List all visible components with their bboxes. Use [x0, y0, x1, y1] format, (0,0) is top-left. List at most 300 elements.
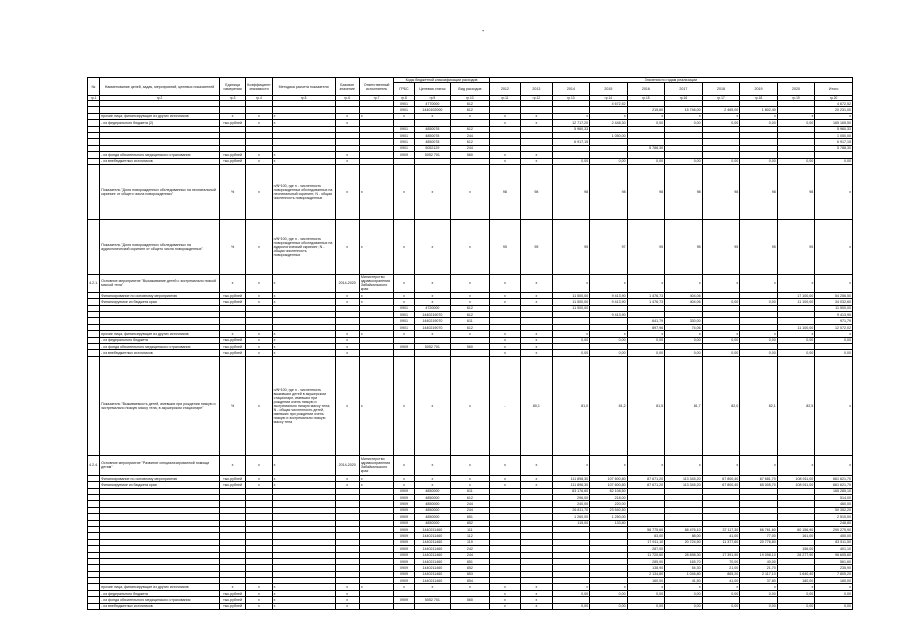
table-cell: 9 413,90 — [590, 299, 628, 305]
table-cell: x — [740, 455, 778, 475]
table-cell: x — [246, 344, 272, 350]
header-year: 2017 — [665, 83, 703, 96]
table-cell: x — [702, 274, 740, 292]
table-cell: x — [335, 331, 359, 337]
header-year: 2016 — [627, 83, 665, 96]
table-cell: x — [394, 274, 414, 292]
table-cell: 119 — [451, 539, 490, 545]
column-number: гр.12 — [521, 96, 552, 101]
table-cell: x — [627, 455, 665, 475]
table-cell: тыс.рублей — [219, 475, 245, 481]
table-cell: x — [451, 113, 490, 119]
table-cell: x — [272, 274, 335, 292]
table-cell: x — [246, 603, 272, 609]
table-cell: тыс.рублей — [219, 152, 245, 158]
table-cell: 40,00 — [740, 558, 778, 564]
table-cell: x — [359, 219, 393, 274]
header-executor: Ответственный исполнитель — [359, 78, 393, 96]
table-cell: 5 960,33 — [815, 126, 853, 132]
table-cell: 0,00 — [590, 158, 628, 164]
table-cell: 9 413,90 — [815, 312, 853, 318]
table-cell: x — [414, 475, 451, 481]
header-method: Методика расчета показателя — [272, 78, 335, 96]
table-cell: 95 — [521, 219, 552, 274]
table-cell: 0909 — [394, 552, 414, 558]
table-cell: x — [665, 584, 703, 590]
row-label: Основное мероприятие "Развитие специализированной помощи детям" — [100, 455, 220, 475]
table-cell: x — [815, 113, 853, 119]
table-cell: 17 100,00 — [777, 292, 815, 298]
table-cell: 107 600,80 — [590, 482, 628, 488]
table-cell: 560 — [451, 597, 490, 603]
table-cell: 82 108,50 — [590, 488, 628, 494]
table-cell: x — [394, 113, 414, 119]
table-cell: x — [246, 113, 272, 119]
table-cell: x — [272, 152, 335, 158]
table-cell: 12 072,02 — [815, 324, 853, 330]
column-number: гр.13 — [552, 96, 590, 101]
table-cell: x — [272, 158, 335, 164]
table-cell: 83,00 — [627, 533, 665, 539]
table-cell: x — [394, 164, 414, 219]
table-cell: x — [521, 455, 552, 475]
table-cell: 0,00 — [702, 158, 740, 164]
table-cell: x — [451, 164, 490, 219]
table-cell: 19 098,10 — [740, 552, 778, 558]
table-cell: x — [246, 120, 272, 126]
table-cell: 1 050,00 — [815, 132, 853, 138]
table-cell: 290 275,90 — [815, 526, 853, 532]
table-cell: 404,06 — [665, 292, 703, 298]
table-cell: 4.2.4. — [88, 455, 100, 475]
table-cell: 95 — [665, 219, 703, 274]
table-cell: 4720000 — [414, 305, 451, 311]
table-cell: n/N*100, где n - численность новорожденных обследованных на неонатальный скрининг; N - общая численность новорожденных — [272, 164, 335, 219]
column-number: гр.9 — [414, 96, 451, 101]
table-cell: 611 — [451, 318, 490, 324]
table-cell: x — [359, 164, 393, 219]
table-cell: 0,00 — [702, 120, 740, 126]
table-cell: 0,00 — [740, 603, 778, 609]
table-cell: x — [552, 274, 590, 292]
table-cell: 113 345,20 — [665, 475, 703, 481]
table-cell: тыс.рублей — [219, 482, 245, 488]
table-cell: 0,00 — [777, 603, 815, 609]
table-cell: 95 — [489, 219, 520, 274]
table-cell: x — [246, 356, 272, 455]
table-cell: 83 511,50 — [815, 539, 853, 545]
table-cell: 971,79 — [815, 318, 853, 324]
table-cell: 98 — [489, 164, 520, 219]
table-cell: 215,60 — [627, 107, 665, 113]
table-cell: 81,2 — [590, 356, 628, 455]
row-label: - из фонда обязательного медицинского страхования — [100, 152, 220, 158]
table-cell: 156,00 — [777, 546, 815, 552]
table-row — [88, 356, 853, 455]
table-cell: x — [246, 219, 272, 274]
table-cell: 2 134,80 — [627, 571, 665, 577]
table-cell: 113 345,20 — [665, 482, 703, 488]
table-cell: 98 — [590, 164, 628, 219]
table-cell: x — [521, 331, 552, 337]
header-year: 2012 — [489, 83, 520, 96]
table-cell: x — [552, 455, 590, 475]
table-cell: x — [740, 331, 778, 337]
table-cell: 5052 701 — [414, 152, 451, 158]
table-cell: 0,00 — [702, 350, 740, 356]
table-cell: 0,00 — [815, 350, 853, 356]
table-cell: x — [590, 331, 628, 337]
table-cell: 160,00 — [815, 578, 853, 584]
table-cell: 853 — [451, 571, 490, 577]
table-cell: x — [451, 584, 490, 590]
table-cell: 0909 — [394, 520, 414, 526]
table-cell: x — [489, 455, 520, 475]
table-cell: 82,5 — [777, 356, 815, 455]
table-cell: 98 — [521, 164, 552, 219]
table-cell: x — [335, 350, 359, 356]
table-cell: 0901 — [394, 139, 414, 145]
table-cell: 0901 — [394, 126, 414, 132]
header-year: 2015 — [590, 83, 628, 96]
table-cell: 11 500,00 — [552, 292, 590, 298]
table-cell: x — [335, 482, 359, 488]
table-cell: 50 352,20 — [815, 507, 853, 513]
table-cell: 0,00 — [552, 337, 590, 343]
row-label: прочие лица, финансирующие из других источников — [100, 584, 220, 590]
table-cell: x — [521, 158, 552, 164]
table-cell: 852 — [451, 565, 490, 571]
table-cell: 0909 — [394, 558, 414, 564]
table-cell: 235,90 — [815, 565, 853, 571]
table-cell: x — [394, 356, 414, 455]
table-cell: x — [272, 331, 335, 337]
table-cell: x — [414, 482, 451, 488]
table-cell: 0,00 — [777, 590, 815, 596]
table-cell — [359, 603, 393, 609]
table-cell: 98 — [777, 164, 815, 219]
table-cell: x — [272, 475, 335, 481]
table-cell: x — [521, 292, 552, 298]
table-cell: 12 717,20 — [552, 120, 590, 126]
table-cell: 11 500,00 — [552, 299, 590, 305]
table-cell: x — [521, 597, 552, 603]
table-cell: 0,00 — [702, 603, 740, 609]
table-cell: 0,00 — [627, 603, 665, 609]
table-cell: x — [246, 337, 272, 343]
table-cell: x — [246, 274, 272, 292]
table-row — [88, 455, 853, 475]
table-cell: x — [219, 274, 245, 292]
table-cell: 612 — [451, 101, 490, 107]
table-cell: 0,00 — [590, 350, 628, 356]
table-cell: 28 277,90 — [777, 552, 815, 558]
table-cell: x — [665, 274, 703, 292]
column-number: гр.5 — [272, 96, 335, 101]
table-cell: 611 — [451, 488, 490, 494]
table-cell: 2 510,00 — [815, 514, 853, 520]
table-cell: 0,00 — [740, 158, 778, 164]
table-cell: 0,00 — [552, 350, 590, 356]
table-cell: 11 720,60 — [627, 552, 665, 558]
table-cell: x — [521, 274, 552, 292]
table-cell: x — [451, 292, 490, 298]
table-cell: 1 476,73 — [627, 292, 665, 298]
table-cell: 242 — [451, 546, 490, 552]
table-cell: 7 805,20 — [815, 571, 853, 577]
table-cell: x — [335, 120, 359, 126]
table-cell: 111 — [451, 526, 490, 532]
table-cell: x — [414, 113, 451, 119]
table-cell: 68 476,10 — [665, 526, 703, 532]
table-cell: 244 — [451, 507, 490, 513]
table-cell: x — [777, 113, 815, 119]
column-number: гр.16 — [665, 96, 703, 101]
table-cell: n/N*100, где n - численность новорожденных обследованных на аудиологический скрининг; N - общая численность новорожденных — [272, 219, 335, 274]
table-cell: x — [414, 331, 451, 337]
table-cell: тыс.рублей — [219, 597, 245, 603]
table-cell: 0,00 — [665, 603, 703, 609]
table-cell: x — [414, 584, 451, 590]
table-cell: 81,7 — [665, 356, 703, 455]
column-number: гр.1 — [88, 96, 100, 101]
table-cell: 87 671,20 — [627, 482, 665, 488]
table-cell: x — [489, 590, 520, 596]
table-cell: 11 377,60 — [702, 539, 740, 545]
table-cell: 2014-2020 — [335, 274, 359, 292]
table-cell: 180,00 — [777, 578, 815, 584]
table-cell: 661 621,70 — [815, 475, 853, 481]
table-cell: 0909 — [394, 507, 414, 513]
table-cell: x — [272, 120, 335, 126]
table-cell: 77,00 — [740, 533, 778, 539]
row-label: - из федерального бюджета — [100, 590, 220, 596]
table-cell: 88,00 — [665, 533, 703, 539]
table-cell: 612 — [451, 139, 490, 145]
table-cell: x — [414, 219, 451, 274]
table-cell — [88, 164, 100, 219]
table-cell: x — [359, 331, 393, 337]
table-cell: Министерство здравоохранения Забайкальского края — [359, 274, 393, 292]
table-cell: x — [590, 274, 628, 292]
table-cell: x — [335, 584, 359, 590]
table-cell: x — [335, 597, 359, 603]
table-cell: 0,00 — [552, 158, 590, 164]
table-cell: x — [272, 482, 335, 488]
table-cell: x — [590, 455, 628, 475]
table-cell: 95 — [702, 219, 740, 274]
table-cell: 0,00 — [627, 337, 665, 343]
row-label: - из федерального бюджета — [100, 337, 220, 343]
table-cell: 0,00 — [702, 299, 740, 305]
table-cell: 81,0 — [552, 356, 590, 455]
table-cell: 4 672,52 — [590, 101, 628, 107]
table-cell: 248,80 — [815, 520, 853, 526]
table-cell: x — [335, 158, 359, 164]
table-cell: x — [489, 344, 520, 350]
table-cell: 65 005,70 — [740, 482, 778, 488]
table-cell: x — [665, 113, 703, 119]
table-cell: 0909 — [394, 539, 414, 545]
table-cell: 165 285,10 — [815, 488, 853, 494]
table-cell: 296,00 — [552, 494, 590, 500]
table-cell: 107 600,80 — [590, 475, 628, 481]
table-cell: x — [815, 356, 853, 455]
table-cell: 0901 — [394, 107, 414, 113]
table-cell: 67 800,40 — [702, 482, 740, 488]
table-cell: 0,00 — [777, 337, 815, 343]
table-cell: 111 898,30 — [552, 475, 590, 481]
table-cell: 218,00 — [590, 494, 628, 500]
table-cell — [88, 219, 100, 274]
table-cell: 4770000 — [414, 101, 451, 107]
table-cell: 244 — [451, 145, 490, 151]
table-cell: 2 465,00 — [702, 107, 740, 113]
table-cell: n/N*100, где n - численность выживших детей в акушерском стационаре, имевших при рождении очень низкую и экстремально низкую массу тела; N - общая численность детей, имевших при рождении очень низкую и экстремально низкую массу тела — [272, 356, 335, 455]
table-cell: 0,00 — [552, 603, 590, 609]
table-cell: x — [702, 584, 740, 590]
table-cell: 1 640,40 — [777, 571, 815, 577]
table-cell: x — [272, 337, 335, 343]
table-cell: x — [521, 120, 552, 126]
table-cell: 111 898,30 — [552, 482, 590, 488]
column-number: гр.6 — [335, 96, 359, 101]
table-cell: 6 917,15 — [552, 139, 590, 145]
table-cell: 108 911,00 — [777, 475, 815, 481]
row-label: прочие лица, финансирующие из других источников — [100, 331, 220, 337]
table-cell: x — [246, 597, 272, 603]
table-cell: x — [521, 350, 552, 356]
table-cell: x — [627, 113, 665, 119]
column-number: гр.20 — [815, 96, 853, 101]
table-cell: 0901 — [394, 312, 414, 318]
table-cell: 9 413,90 — [590, 292, 628, 298]
table-cell: 67 800,40 — [702, 475, 740, 481]
table-cell: % — [219, 164, 245, 219]
table-cell: x — [335, 152, 359, 158]
table-cell: x — [451, 274, 490, 292]
table-cell: x — [394, 331, 414, 337]
column-number: гр.11 — [489, 96, 520, 101]
header-grbs: ГРБС — [394, 83, 414, 96]
column-number: гр.19 — [777, 96, 815, 101]
table-cell: x — [359, 584, 393, 590]
table-cell: x — [489, 299, 520, 305]
table-cell: x — [489, 292, 520, 298]
table-cell: 401,10 — [815, 546, 853, 552]
header-year: 2020 — [777, 83, 815, 96]
table-cell: 0,00 — [590, 590, 628, 596]
table-cell: 287,00 — [627, 546, 665, 552]
table-cell: 285,90 — [627, 558, 665, 564]
table-cell: 115,00 — [552, 520, 590, 526]
table-cell: 220,00 — [590, 501, 628, 507]
table-cell: x — [219, 455, 245, 475]
table-cell: 1 050,00 — [590, 132, 628, 138]
table-cell: x — [590, 113, 628, 119]
table-cell: % — [219, 219, 245, 274]
table-cell: 4850000 — [414, 501, 451, 507]
table-cell: 1 046,80 — [665, 571, 703, 577]
row-label: Основное мероприятие "Выхаживание детей с экстремально низкой массой тела" — [100, 274, 220, 292]
table-cell: x — [451, 299, 490, 305]
table-cell: 11 500,00 — [552, 305, 590, 311]
table-cell: 0909 — [394, 571, 414, 577]
row-label: - из внебюджетных источников — [100, 158, 220, 164]
table-cell: x — [414, 356, 451, 455]
table-cell: 0,00 — [815, 590, 853, 596]
table-cell: 58 775,60 — [627, 526, 665, 532]
table-cell: 28 898,30 — [665, 552, 703, 558]
table-cell: 1440211460 — [414, 558, 451, 564]
table-cell: x — [246, 584, 272, 590]
table-cell: 0,00 — [740, 590, 778, 596]
table-cell: 2014-2020 — [335, 455, 359, 475]
row-label: Показатель "Выживаемость детей, имевших при рождении низкую и экстремально низкую массу тела, в акушерском стационаре" — [100, 356, 220, 455]
row-label: Финансируемое из бюджета края — [100, 299, 220, 305]
table-cell: 0,00 — [777, 350, 815, 356]
table-cell: x — [272, 292, 335, 298]
table-cell: 4 672,52 — [815, 101, 853, 107]
table-cell: 81,5 — [627, 356, 665, 455]
table-cell — [88, 603, 100, 609]
table-cell: 0,00 — [665, 120, 703, 126]
table-cell: x — [489, 158, 520, 164]
table-cell: 0,00 — [777, 120, 815, 126]
table-cell: x — [489, 274, 520, 292]
table-cell: 5 788,30 — [627, 145, 665, 151]
table-cell: 95 — [627, 219, 665, 274]
table-cell: тыс.рублей — [219, 158, 245, 164]
table-cell: x — [489, 113, 520, 119]
table-cell: 560 — [451, 152, 490, 158]
table-cell: x — [521, 482, 552, 488]
table-cell: x — [451, 475, 490, 481]
table-cell: x — [521, 337, 552, 343]
table-cell: 98 — [552, 164, 590, 219]
header-base: Базовое значение — [335, 78, 359, 96]
table-cell: x — [359, 299, 393, 305]
table-cell: x — [489, 337, 520, 343]
table-cell: 0,00 — [665, 590, 703, 596]
table-cell: 80,1 — [521, 356, 552, 455]
table-cell: 17 911,10 — [627, 539, 665, 545]
table-cell: 612 — [451, 107, 490, 113]
table-cell: 108 911,00 — [777, 482, 815, 488]
column-number: гр.8 — [394, 96, 414, 101]
table-cell: 0,00 — [627, 350, 665, 356]
table-cell: 854 — [451, 578, 490, 584]
table-cell: 20 231,00 — [815, 107, 853, 113]
table-cell: 0909 — [394, 344, 414, 350]
row-label: - из фонда обязательного медицинского страхования — [100, 597, 220, 603]
table-cell: x — [272, 590, 335, 596]
table-cell: 1 260,00 — [552, 514, 590, 520]
table-cell: 0,00 — [627, 590, 665, 596]
table-cell: 450,00 — [815, 533, 853, 539]
table-cell: x — [272, 597, 335, 603]
table-cell: 67 681,70 — [740, 475, 778, 481]
table-cell: 0,00 — [590, 603, 628, 609]
header-kbk-group: Коды бюджетной классификации расходов — [394, 78, 489, 83]
table-cell: x — [521, 299, 552, 305]
table-cell: 612 — [451, 312, 490, 318]
table-cell: x — [335, 337, 359, 343]
table-cell: x — [521, 113, 552, 119]
table-cell: x — [394, 584, 414, 590]
table-cell: - — [489, 356, 520, 455]
table-cell: тыс.рублей — [219, 590, 245, 596]
